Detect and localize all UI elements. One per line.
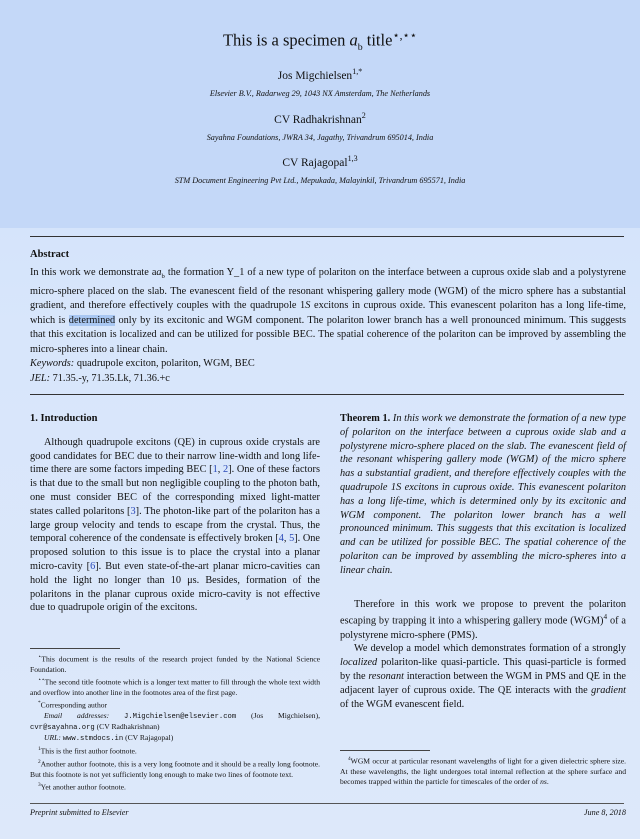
citation-link[interactable]: 2: [223, 464, 229, 476]
email-link[interactable]: cvr@sayahna.org: [30, 723, 95, 732]
footnote: $^1$This is the first author footnote.: [38, 746, 137, 756]
footnote: $^2$Another author footnote, this is a very long footnote and it should be a really long footnote. But this footnote is not yet sufficiently long enough to make two lines of footnote text.: [30, 758, 320, 779]
body-paragraph: We develop a model which demonstrates formation of a strongly localized polariton-like quasi-particle. This quasi-particle is formed by the resonant interaction between the WGM in PMS and QE in the adjacent layer of cuprous oxide. The QE interacts with the gradient of the WGM evanescent field.: [340, 643, 626, 710]
body-paragraph: Therefore in this work we propose to prevent the polariton escaping by trapping it into a whispering gallery mode (WGM)$^4$ of a polystyrene micro-sphere (PMS).: [340, 598, 626, 641]
theorem-block: Theorem 1. In this work we demonstrate the formation of a new type of polariton on the interface between a cuprous oxide slab and a polystyrene micro-sphere placed on the slab. The evanescent field of the resonant whispering gallery mode (WGM) of the micro sphere has a substantial gradient, and therefore effectively couples with the quadrupole 1S excitons in cuprous oxide. This evanescent polariton has a long life-time, which is determined only by its excitonic and WGM component. The polariton lower branch has a well pronounced minimum. This suggests that this excitation is localized and can be utilized for possible BEC. The spatial coherence of the polariton can be improved by assembling the micro-spheres into a linear chain.: [340, 413, 626, 576]
left-footnotes: [30, 652, 320, 793]
url-link[interactable]: www.stmdocs.in: [62, 735, 124, 744]
section-heading: 1. Introduction: [30, 413, 98, 424]
abstract-heading: Abstract: [30, 249, 70, 260]
abstract-text: In this work we demonstrate $aa_b$ the formation Y_1 of a new type of polariton on the interface between a cuprous oxide slab and a polystyrene micro-sphere placed on the slab. The evanescent field of the resonant whispering gallery mode (WGM) of the micro sphere has a substantial gradient, and therefore effectively couples with the quadrupole 1S excitons in cuprous oxide. This evanescent polariton has a long life-time, which is determined only by its excitonic and WGM component. The polariton lower branch has a well pronounced minimum. This suggests that this excitation is localized and can be utilized for possible BEC. The spatial coherence of the polariton can be improved by assembling the micro-spheres into a linear chain.: [30, 267, 627, 356]
citation-link[interactable]: 5: [289, 533, 295, 545]
footnote-url: URL: www.stmdocs.in (CV Rajagopal): [44, 733, 174, 744]
right-column: [340, 412, 626, 711]
footnote: ⋆This document is the results of the research project funded by the National Science Foundation.: [30, 654, 320, 674]
footnote-rule-left: [30, 648, 120, 649]
citation-link[interactable]: 3: [130, 505, 136, 517]
footnote-rule-right: [340, 750, 430, 751]
intro-paragraph: Although quadrupole excitons (QE) in cuprous oxide crystals are good candidates for BEC due to their narrow line-width and long life-time there are some factors impeding BEC [1, 2]. One of these factors is that due to the small but non negligible coupling to the photon bath, one must consider BEC of the corresponding mixed light-matter states called polaritons [3]. The photon-like part of the polariton has a large group velocity and tends to escape from the crystal. Thus, the temporal coherence of the condensate is effectively broken [4, 5]. One proposed solution to this issue is to place the crystal into a planar micro-cavity [6]. But even state-of-the-art planar micro-cavities can hold the light no longer than 10 μs. Besides, formation of the polaritons in the planar cuprous oxide micro-cavity is not effective due to quadrupole origin of the excitons.: [30, 436, 321, 614]
affiliation-1: Elsevier B.V., Radarweg 29, 1043 NX Amsterdam, The Netherlands: [209, 89, 431, 98]
footer-preprint: Preprint submitted to Elsevier: [30, 808, 129, 817]
author-3: CV Rajagopal$^{1,3}$: [282, 154, 358, 169]
footnote: $^3$Yet another author footnote.: [38, 781, 126, 792]
paper-title: This is a specimen $a_b$ title⋆,⋆⋆: [222, 30, 418, 53]
footnote: ⋆⋆The second title footnote which is a longer text matter to fill through the whole text width and overflow into another line in the footnotes area of the first page.: [30, 676, 320, 697]
footnote-emails: Email addresses: J.Migchielsen@elsevier.com (Jos Migchielsen), cvr@sayahna.org (CV Radhakrishnan): [30, 710, 320, 732]
affiliation-2: Sayahna Foundations, JWRA 34, Jagathy, Trivandrum 695014, India: [206, 133, 434, 142]
footnote: $^4$WGM occur at particular resonant wavelengths of light for a given dielectric sphere size. At these wavelengths, the light undergoes total internal reflection at the sphere surface and becomes trapped within the particle for timescales of the order of ns.: [340, 756, 626, 786]
selected-text-highlight[interactable]: determined: [68, 314, 116, 326]
right-footnotes: [340, 754, 626, 787]
abstract-top-rule: [30, 236, 624, 237]
abstract-bottom-rule: [30, 394, 624, 395]
author-1: Jos Migchielsen$^{1,*}$: [277, 67, 363, 82]
citation-link[interactable]: 6: [90, 560, 96, 572]
citation-link[interactable]: 1: [212, 464, 218, 476]
left-column: [30, 412, 320, 615]
email-link[interactable]: J.Migchielsen@elsevier.com: [124, 712, 237, 721]
affiliation-3: STM Document Engineering Pvt Ltd., Mepukada, Malayinkil, Trivandrum 695571, India: [174, 176, 466, 185]
footnote: *Corresponding author: [38, 699, 108, 710]
footer-rule: [30, 803, 624, 804]
citation-link[interactable]: 4: [278, 533, 284, 545]
author-2: CV Radhakrishnan$^2$: [274, 111, 366, 126]
footer-date: June 8, 2018: [583, 808, 626, 817]
keywords: Keywords: quadrupole exciton, polariton, WGM, BEC JEL: 71.35.-y, 71.35.Lk, 71.36.+c: [30, 358, 255, 384]
